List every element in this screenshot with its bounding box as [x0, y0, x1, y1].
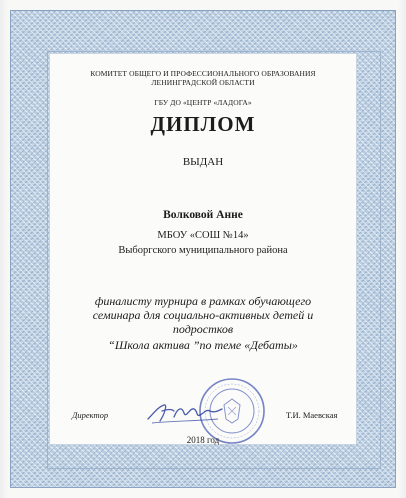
director-label: Директор: [72, 410, 109, 420]
reason-line-2: семинара для социально-активных детей и: [92, 308, 314, 322]
issue-year: 2018 год: [186, 435, 220, 445]
organization-line-2: ЛЕНИНГРАДСКОЙ ОБЛАСТИ: [151, 78, 255, 87]
organization-line-1: КОМИТЕТ ОБЩЕГО И ПРОФЕССИОНАЛЬНОГО ОБРАЗОВАНИЯ: [90, 69, 316, 78]
recipient-district: Выборгского муниципального района: [118, 245, 288, 256]
organization-name: ГБУ ДО «ЦЕНТР «ЛАДОГА»: [154, 98, 252, 107]
recipient-school: МБОУ «СОШ №14»: [157, 230, 249, 241]
reason-line-3: подростков: [172, 322, 234, 336]
diploma-title: ДИПЛОМ: [150, 112, 256, 136]
issued-label: ВЫДАН: [182, 156, 224, 168]
director-signature: [144, 397, 224, 427]
reason-line-1: финалисту турнира в рамках обучающего: [94, 294, 312, 308]
recipient-name: Волковой Анне: [163, 209, 243, 221]
director-name: Т.И. Маевская: [286, 410, 338, 420]
reason-line-4: “Школа актива ”по теме «Дебаты»: [108, 338, 298, 352]
